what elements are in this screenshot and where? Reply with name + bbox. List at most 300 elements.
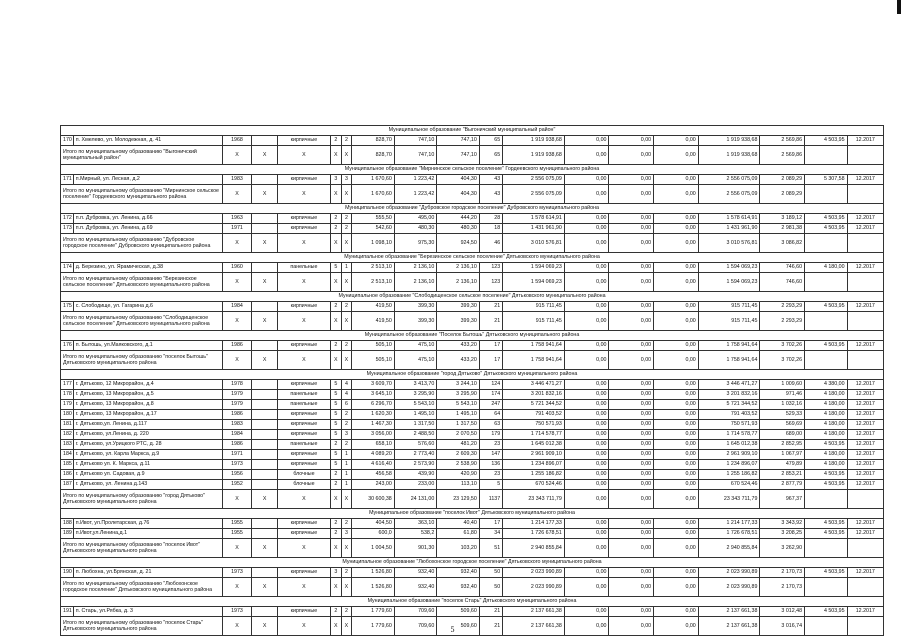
cost-limit-cell: 4 503,95: [805, 607, 848, 617]
commission-year-cell: 1978: [222, 380, 252, 390]
table-row: [61, 430, 884, 440]
floors-count-cell: 5: [331, 380, 342, 390]
total-entr-cell: X: [341, 312, 352, 331]
repair-cost-cell: 3 446 471,27: [503, 380, 565, 390]
total-cost-owners-cell: 3 010 576,81: [698, 234, 760, 253]
total-cost-cell: 2 023 990,89: [503, 578, 565, 597]
table-row: [61, 440, 884, 450]
living-area-cell: 40,40: [437, 519, 480, 529]
wall-material-cell: кирпичные: [277, 529, 330, 539]
row-number-cell: 182: [61, 430, 74, 440]
total-residents-cell: 123: [479, 273, 502, 292]
federal-funds-cell: 0,00: [564, 519, 609, 529]
living-area-cell: 3 244,10: [437, 380, 480, 390]
entrances-count-cell: 1: [341, 470, 352, 480]
table-row: [61, 450, 884, 460]
total-year2-cell: X: [252, 312, 278, 331]
total-cost-cell: 2 940 855,84: [503, 539, 565, 558]
owners-funds-cell: 750 571,93: [698, 420, 760, 430]
specific-cost-cell: 3 343,92: [760, 519, 805, 529]
commission-year-cell: 1956: [222, 470, 252, 480]
residents-count-cell: 21: [479, 302, 502, 312]
regional-funds-cell: 0,00: [609, 224, 654, 234]
total-label: Итого по муниципальному образованию "Выгоничский муниципальный район": [61, 146, 223, 165]
total-residents-cell: 65: [479, 146, 502, 165]
wall-material-cell: кирпичные: [277, 460, 330, 470]
total-year-cell: X: [222, 617, 252, 636]
premises-area-cell: 399,30: [394, 302, 437, 312]
row-number-cell: 183: [61, 440, 74, 450]
total-area-cell: 4 616,40: [352, 460, 395, 470]
repair-cost-cell: 1 758 941,64: [503, 341, 565, 351]
total-living-area-cell: 404,30: [437, 185, 480, 204]
entrances-count-cell: 2: [341, 214, 352, 224]
living-area-cell: 1 495,10: [437, 410, 480, 420]
living-area-cell: 433,20: [437, 341, 480, 351]
commission-year-cell: 1983: [222, 175, 252, 185]
premises-area-cell: 538,2: [394, 529, 437, 539]
page-number: 5: [450, 625, 455, 634]
wall-material-cell: панельные: [277, 400, 330, 410]
total-total-area-cell: 828,70: [352, 146, 395, 165]
owners-funds-cell: 2 556 075,09: [698, 175, 760, 185]
total-area-cell: 975,30: [394, 234, 437, 253]
total-residents-cell: 51: [479, 539, 502, 558]
total-total-area-cell: 1 670,60: [352, 185, 395, 204]
repair-cost-cell: 5 721 344,52: [503, 400, 565, 410]
last-repair-year-cell: [252, 410, 278, 420]
repair-cost-cell: 750 571,93: [503, 420, 565, 430]
total-floors-cell: X: [331, 312, 342, 331]
total-cost-cell: 3 010 576,81: [503, 234, 565, 253]
cost-limit-cell: 4 180,00: [805, 460, 848, 470]
address-cell: г. Дятьково ул. К. Маркса, д.11: [73, 460, 222, 470]
wall-material-cell: кирпичные: [277, 607, 330, 617]
section-header-row: [61, 597, 884, 607]
wall-material-cell: кирпичные: [277, 568, 330, 578]
entrances-count-cell: 4: [341, 380, 352, 390]
last-repair-year-cell: [252, 607, 278, 617]
total-year2-cell: X: [252, 234, 278, 253]
section-header: Муниципальное образование "Поселок Бытошь" Дятьковского муниципального района: [61, 331, 884, 341]
section-header: Муниципальное образование "поселок Ивот" Дятьковского муниципального района: [61, 509, 884, 519]
total-empty-cell: [805, 578, 848, 597]
total-floors-cell: X: [331, 185, 342, 204]
entrances-count-cell: 3: [341, 529, 352, 539]
total-total-area-cell: 1 004,50: [352, 539, 395, 558]
living-area-cell: 2 538,90: [437, 460, 480, 470]
total-area-cell: 456,58: [352, 470, 395, 480]
entrances-count-cell: 1: [341, 263, 352, 273]
total-c1-cell: 0,00: [564, 312, 609, 331]
regional-funds-cell: 0,00: [609, 390, 654, 400]
cost-limit-cell: 4 503,95: [805, 224, 848, 234]
living-area-cell: 2 136,10: [437, 263, 480, 273]
total-row: [61, 351, 884, 370]
planned-term-cell: 12.2017: [847, 390, 883, 400]
last-repair-year-cell: [252, 460, 278, 470]
entrances-count-cell: 2: [341, 607, 352, 617]
last-repair-year-cell: [252, 400, 278, 410]
row-number-cell: 188: [61, 519, 74, 529]
section-header: Муниципальное образование "город Дятьково" Дятьковского муниципального района: [61, 370, 884, 380]
total-c2-cell: 0,00: [609, 539, 654, 558]
total-year2-cell: X: [252, 578, 278, 597]
regional-funds-cell: 0,00: [609, 400, 654, 410]
local-funds-cell: 0,00: [654, 480, 699, 490]
total-cost-owners-cell: 915 711,45: [698, 312, 760, 331]
total-area-cell: 419,50: [352, 302, 395, 312]
total-cost-cell: 2 556 075,09: [503, 185, 565, 204]
local-funds-cell: 0,00: [654, 470, 699, 480]
federal-funds-cell: 0,00: [564, 214, 609, 224]
address-cell: г. Дятьково ул. Садовая, д.9: [73, 470, 222, 480]
total-floors-cell: X: [331, 617, 342, 636]
total-residents-cell: 21: [479, 312, 502, 331]
planned-term-cell: 12.2017: [847, 440, 883, 450]
entrances-count-cell: 1: [341, 480, 352, 490]
regional-funds-cell: 0,00: [609, 470, 654, 480]
total-total-area-cell: 30 600,38: [352, 490, 395, 509]
total-material-cell: X: [277, 617, 330, 636]
total-c2-cell: 0,00: [609, 351, 654, 370]
regional-funds-cell: 0,00: [609, 480, 654, 490]
total-year-cell: X: [222, 351, 252, 370]
address-cell: г. Дятьково, 13 Микрорайон, д.5: [73, 390, 222, 400]
section-header-row: [61, 204, 884, 214]
repair-cost-cell: 2 137 661,38: [503, 607, 565, 617]
regional-funds-cell: 0,00: [609, 450, 654, 460]
floors-count-cell: 5: [331, 390, 342, 400]
total-label: Итого по муниципальному образованию "город Дятьково" Дятьковского муниципального района: [61, 490, 223, 509]
table-row: [61, 410, 884, 420]
last-repair-year-cell: [252, 341, 278, 351]
planned-term-cell: 12.2017: [847, 607, 883, 617]
cost-limit-cell: 4 503,95: [805, 480, 848, 490]
repair-cost-cell: 2 961 909,10: [503, 450, 565, 460]
total-cost-owners-cell: 23 343 711,79: [698, 490, 760, 509]
living-area-cell: 480,30: [437, 224, 480, 234]
last-repair-year-cell: [252, 450, 278, 460]
address-cell: г. Дятьково, 13 Микрорайон, д.17: [73, 410, 222, 420]
row-number-cell: 181: [61, 420, 74, 430]
floors-count-cell: 2: [331, 136, 342, 146]
regional-funds-cell: 0,00: [609, 430, 654, 440]
table-row: [61, 341, 884, 351]
specific-cost-cell: 689,00: [760, 430, 805, 440]
residents-count-cell: 247: [479, 400, 502, 410]
total-empty-cell: [805, 185, 848, 204]
total-area-cell: 932,40: [394, 578, 437, 597]
total-living-area-cell: 399,30: [437, 312, 480, 331]
last-repair-year-cell: [252, 568, 278, 578]
address-cell: г. Дятьково, 12 Микрорайон, д.4: [73, 380, 222, 390]
residents-count-cell: 147: [479, 450, 502, 460]
planned-term-cell: 12.2017: [847, 568, 883, 578]
residents-count-cell: 124: [479, 380, 502, 390]
last-repair-year-cell: [252, 214, 278, 224]
floors-count-cell: 2: [331, 302, 342, 312]
residents-count-cell: 5: [479, 480, 502, 490]
total-area-cell: 3 609,70: [352, 380, 395, 390]
total-c1-cell: 0,00: [564, 578, 609, 597]
federal-funds-cell: 0,00: [564, 263, 609, 273]
cost-limit-cell: 4 503,95: [805, 568, 848, 578]
cost-limit-cell: 4 503,95: [805, 136, 848, 146]
total-specific-cell: 2 293,29: [760, 312, 805, 331]
total-area-cell: 1 670,60: [352, 175, 395, 185]
total-c3-cell: 0,00: [654, 578, 699, 597]
specific-cost-cell: 1 032,16: [760, 400, 805, 410]
entrances-count-cell: 2: [341, 420, 352, 430]
living-area-cell: 444,20: [437, 214, 480, 224]
commission-year-cell: 1971: [222, 224, 252, 234]
local-funds-cell: 0,00: [654, 224, 699, 234]
wall-material-cell: блочные: [277, 470, 330, 480]
total-area-cell: 600,0: [352, 529, 395, 539]
commission-year-cell: 1973: [222, 568, 252, 578]
living-area-cell: 420,90: [437, 470, 480, 480]
total-year-cell: X: [222, 273, 252, 292]
federal-funds-cell: 0,00: [564, 529, 609, 539]
owners-funds-cell: 5 721 344,52: [698, 400, 760, 410]
total-empty-cell: [847, 578, 883, 597]
total-area-cell: 4 089,20: [352, 450, 395, 460]
entrances-count-cell: 2: [341, 302, 352, 312]
row-number-cell: 189: [61, 529, 74, 539]
address-cell: п.Мирный, ул. Лесная, д.2: [73, 175, 222, 185]
last-repair-year-cell: [252, 302, 278, 312]
repair-cost-cell: 1 255 186,82: [503, 470, 565, 480]
total-empty-cell: [805, 234, 848, 253]
total-label: Итого по муниципальному образованию "Слободищенское сельское поселение" Дятьковского муниципального района: [61, 312, 223, 331]
total-residents-cell: 1137: [479, 490, 502, 509]
wall-material-cell: кирпичные: [277, 450, 330, 460]
wall-material-cell: кирпичные: [277, 410, 330, 420]
federal-funds-cell: 0,00: [564, 175, 609, 185]
floors-count-cell: 5: [331, 460, 342, 470]
total-living-area-cell: 433,20: [437, 351, 480, 370]
repair-cost-cell: 1 214 177,33: [503, 519, 565, 529]
residents-count-cell: 21: [479, 607, 502, 617]
cost-limit-cell: 4 503,95: [805, 341, 848, 351]
total-row: [61, 312, 884, 331]
total-c2-cell: 0,00: [609, 578, 654, 597]
housing-program-table: [60, 125, 884, 636]
section-header-row: [61, 370, 884, 380]
specific-cost-cell: 746,60: [760, 263, 805, 273]
specific-cost-cell: 2 293,29: [760, 302, 805, 312]
total-material-cell: X: [277, 185, 330, 204]
total-c1-cell: 0,00: [564, 234, 609, 253]
federal-funds-cell: 0,00: [564, 450, 609, 460]
cost-limit-cell: 4 503,95: [805, 529, 848, 539]
commission-year-cell: 1955: [222, 519, 252, 529]
floors-count-cell: 5: [331, 450, 342, 460]
total-area-cell: 747,10: [394, 146, 437, 165]
premises-area-cell: 932,40: [394, 568, 437, 578]
planned-term-cell: 12.2017: [847, 460, 883, 470]
table-row: [61, 470, 884, 480]
planned-term-cell: 12.2017: [847, 470, 883, 480]
entrances-count-cell: 2: [341, 568, 352, 578]
cost-limit-cell: 4 503,95: [805, 440, 848, 450]
address-cell: г. Дятьково, 13 Микрорайон, д.8: [73, 400, 222, 410]
table-row: [61, 420, 884, 430]
regional-funds-cell: 0,00: [609, 263, 654, 273]
premises-area-cell: 3 295,90: [394, 390, 437, 400]
last-repair-year-cell: [252, 136, 278, 146]
total-total-area-cell: 1 526,80: [352, 578, 395, 597]
total-area-cell: 555,50: [352, 214, 395, 224]
row-number-cell: 173: [61, 224, 74, 234]
total-year-cell: X: [222, 312, 252, 331]
row-number-cell: 170: [61, 136, 74, 146]
section-header-row: [61, 331, 884, 341]
table-row: [61, 519, 884, 529]
owners-funds-cell: 3 201 832,16: [698, 390, 760, 400]
entrances-count-cell: 3: [341, 175, 352, 185]
owners-funds-cell: 1 714 578,77: [698, 430, 760, 440]
local-funds-cell: 0,00: [654, 519, 699, 529]
total-year2-cell: X: [252, 490, 278, 509]
total-area-cell: 1 620,30: [352, 410, 395, 420]
total-specific-cell: 3 016,74: [760, 617, 805, 636]
row-number-cell: 186: [61, 470, 74, 480]
last-repair-year-cell: [252, 420, 278, 430]
total-c3-cell: 0,00: [654, 273, 699, 292]
table-row: [61, 400, 884, 410]
specific-cost-cell: 1 009,60: [760, 380, 805, 390]
local-funds-cell: 0,00: [654, 529, 699, 539]
floors-count-cell: 5: [331, 420, 342, 430]
total-c3-cell: 0,00: [654, 351, 699, 370]
commission-year-cell: 1986: [222, 410, 252, 420]
total-empty-cell: [805, 351, 848, 370]
owners-funds-cell: 1 645 012,38: [698, 440, 760, 450]
total-specific-cell: 2 170,73: [760, 578, 805, 597]
row-number-cell: 174: [61, 263, 74, 273]
entrances-count-cell: 2: [341, 136, 352, 146]
floors-count-cell: 3: [331, 175, 342, 185]
total-entr-cell: X: [341, 578, 352, 597]
living-area-cell: 3 295,90: [437, 390, 480, 400]
total-specific-cell: 2 569,86: [760, 146, 805, 165]
total-cost-cell: 1 919 938,68: [503, 146, 565, 165]
repair-cost-cell: 1 578 614,91: [503, 214, 565, 224]
federal-funds-cell: 0,00: [564, 400, 609, 410]
table-row: [61, 175, 884, 185]
total-total-area-cell: 419,50: [352, 312, 395, 331]
planned-term-cell: 12.2017: [847, 380, 883, 390]
floors-count-cell: 2: [331, 341, 342, 351]
residents-count-cell: 123: [479, 263, 502, 273]
total-cost-owners-cell: 1 594 069,23: [698, 273, 760, 292]
total-empty-cell: [847, 351, 883, 370]
section-header: Муниципальное образование "поселок Старь" Дятьковского муниципального района: [61, 597, 884, 607]
repair-cost-cell: 1 919 938,68: [503, 136, 565, 146]
specific-cost-cell: 2 852,95: [760, 440, 805, 450]
premises-area-cell: 480,30: [394, 224, 437, 234]
total-living-area-cell: 747,10: [437, 146, 480, 165]
last-repair-year-cell: [252, 470, 278, 480]
repair-cost-cell: 1 594 069,23: [503, 263, 565, 273]
federal-funds-cell: 0,00: [564, 607, 609, 617]
section-header-row: [61, 165, 884, 175]
cost-limit-cell: 4 180,00: [805, 430, 848, 440]
table-row: [61, 607, 884, 617]
owners-funds-cell: 2 023 990,89: [698, 568, 760, 578]
total-entr-cell: X: [341, 490, 352, 509]
federal-funds-cell: 0,00: [564, 410, 609, 420]
total-specific-cell: 746,60: [760, 273, 805, 292]
table-row: [61, 480, 884, 490]
section-header: Муниципальное образование "Мирнинское сельское поселение" Гордеевского муниципального района: [61, 165, 884, 175]
commission-year-cell: 1983: [222, 420, 252, 430]
total-c2-cell: 0,00: [609, 146, 654, 165]
row-number-cell: 171: [61, 175, 74, 185]
total-living-area-cell: 103,20: [437, 539, 480, 558]
total-empty-cell: [847, 490, 883, 509]
total-c1-cell: 0,00: [564, 617, 609, 636]
total-c3-cell: 0,00: [654, 234, 699, 253]
premises-area-cell: 475,10: [394, 341, 437, 351]
floors-count-cell: 2: [331, 519, 342, 529]
planned-term-cell: 12.2017: [847, 400, 883, 410]
wall-material-cell: кирпичные: [277, 175, 330, 185]
total-empty-cell: [847, 234, 883, 253]
specific-cost-cell: 2 981,38: [760, 224, 805, 234]
total-residents-cell: 21: [479, 617, 502, 636]
section-header: Муниципальное образование "Выгоничский муниципальный район": [61, 126, 884, 136]
total-area-cell: 6 296,70: [352, 400, 395, 410]
total-label: Итого по муниципальному образованию "Любохонское городское поселение" Дятьковского муниципального района: [61, 578, 223, 597]
living-area-cell: 509,60: [437, 607, 480, 617]
premises-area-cell: 3 413,70: [394, 380, 437, 390]
planned-term-cell: 12.2017: [847, 519, 883, 529]
row-number-cell: 177: [61, 380, 74, 390]
total-entr-cell: X: [341, 273, 352, 292]
total-c1-cell: 0,00: [564, 539, 609, 558]
living-area-cell: 747,10: [437, 136, 480, 146]
cost-limit-cell: 4 180,00: [805, 450, 848, 460]
total-year2-cell: X: [252, 273, 278, 292]
total-total-area-cell: 505,10: [352, 351, 395, 370]
specific-cost-cell: 3 702,26: [760, 341, 805, 351]
total-residents-cell: 17: [479, 351, 502, 370]
regional-funds-cell: 0,00: [609, 214, 654, 224]
residents-count-cell: 34: [479, 529, 502, 539]
premises-area-cell: 1 317,50: [394, 420, 437, 430]
total-empty-cell: [847, 312, 883, 331]
specific-cost-cell: 3 189,12: [760, 214, 805, 224]
total-label: Итого по муниципальному образованию "Березинское сельское поселение" Дятьковского муниципального района: [61, 273, 223, 292]
local-funds-cell: 0,00: [654, 380, 699, 390]
total-cost-owners-cell: 2 940 855,84: [698, 539, 760, 558]
total-area-cell: 3 056,00: [352, 430, 395, 440]
owners-funds-cell: 2 137 661,38: [698, 607, 760, 617]
total-label: Итого по муниципальному образованию "поселок Старь" Дятьковского муниципального района: [61, 617, 223, 636]
total-area-cell: 828,70: [352, 136, 395, 146]
total-material-cell: X: [277, 273, 330, 292]
federal-funds-cell: 0,00: [564, 470, 609, 480]
local-funds-cell: 0,00: [654, 607, 699, 617]
row-number-cell: 185: [61, 460, 74, 470]
federal-funds-cell: 0,00: [564, 341, 609, 351]
entrances-count-cell: 2: [341, 341, 352, 351]
wall-material-cell: кирпичные: [277, 214, 330, 224]
owners-funds-cell: 3 446 471,27: [698, 380, 760, 390]
